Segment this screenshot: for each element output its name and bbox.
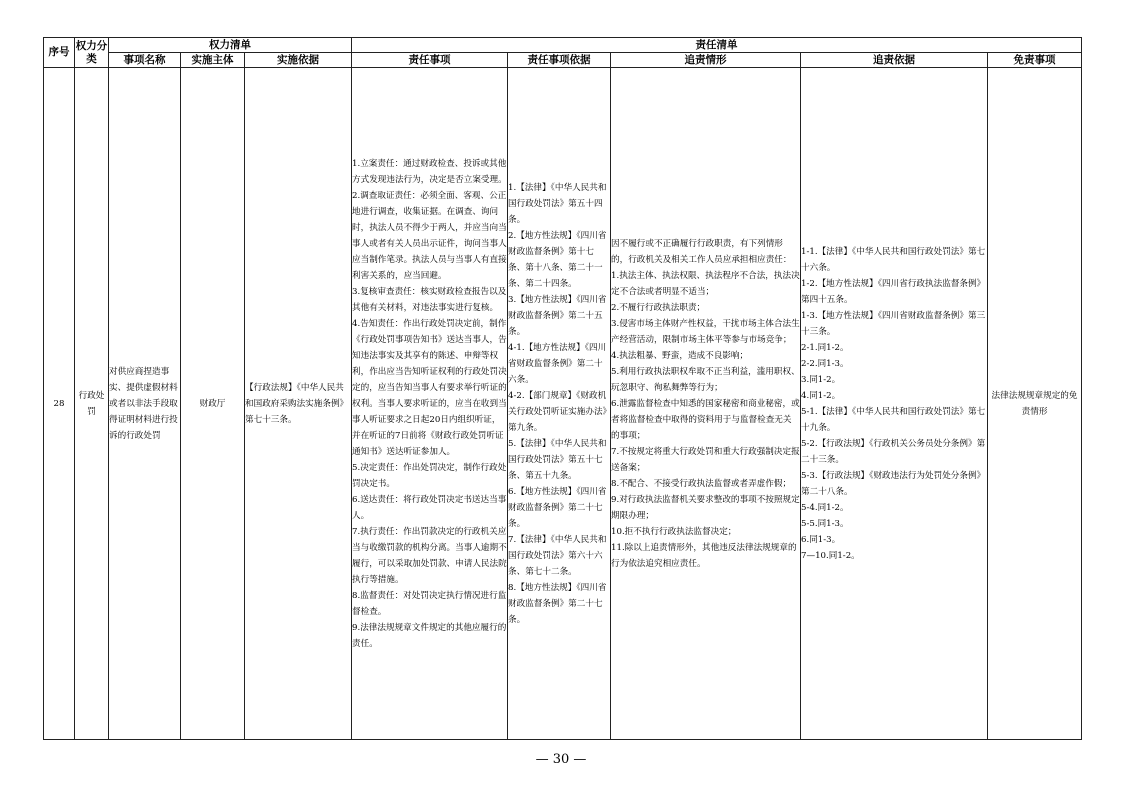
- table-row: [44, 68, 1082, 740]
- row-duties: 1.立案责任：通过财政检查、投诉或其他方式发现违法行为，决定是否立案受理。 2.调查取证责任：必须全面、客观、公正地进行调查，收集证据。在调查、询问时，执法人员不得少于两人，并应当向当事人或者有关人员出示证件，询问当事人应当制作笔录。执法人员与当事人有直接利害关系的，应当回避。 3.复核审查责任：核实财政检查报告以及其他有关材料，对违法事实进行复核。 4.告知责任：作出行政处罚决定前，制作《行政处罚事项告知书》送达当事人，告知违法事实及其享有的陈述、申辩等权利，作出应当告知听证权利的行政处罚决定的，应当告知当事人有要求举行听证的权利。当事人要求听证的，应当在收到当事人听证要求之日起20日内组织听证，并在听证的7日前将《财政行政处罚听证通知书》送达听证参加人。 5.决定责任：作出处罚决定，制作行政处罚决定书。 6.送达责任：将行政处罚决定书送达当事人。 7.执行责任：作出罚款决定的行政机关应当与收缴罚款的机构分离。当事人逾期不履行，可以采取加处罚款、申请人民法院执行等措施。 8.监督责任：对处罚决定执行情况进行监督检查。 9.法律法规规章文件规定的其他应履行的责任。: [352, 68, 508, 740]
- header-category: 权力分类: [75, 38, 109, 68]
- row-subject: 财政厅: [181, 68, 245, 740]
- row-accountability-basis: 1-1.【法律】《中华人民共和国行政处罚法》第七十六条。 1-2.【地方性法规】《四川省行政执法监督条例》第四十五条。 1-3.【地方性法规】《四川省财政监督条例》第三十三条。 2-1.同1-2。 2-2.同1-3。 3.同1-2。 4.同1-2。 5-1.【法律】《中华人民共和国行政处罚法》第七十九条。 5-2.【行政法规】《行政机关公务员处分条例》第二十三条。 5-3.【行政法规】《财政违法行为处罚处分条例》第二十八条。 5-4.同1-2。 5-5.同1-3。 6.同1-3。 7—10.同1-2。: [801, 68, 988, 740]
- row-duty-basis: 1.【法律】《中华人民共和国行政处罚法》第五十四条。 2.【地方性法规】《四川省财政监督条例》第十七条、第十八条、第二十一条、第二十四条。 3.【地方性法规】《四川省财政监督条例》第二十五条。 4-1.【地方性法规】《四川省财政监督条例》第二十六条。 4-2.【部门规章】《财政机关行政处罚听证实施办法》第九条。 5.【法律】《中华人民共和国行政处罚法》第五十七条、第五十九条。 6.【地方性法规】《四川省财政监督条例》第二十七条。 7.【法律】《中华人民共和国行政处罚法》第六十六条、第七十二条。 8.【地方性法规】《四川省财政监督条例》第二十七条。: [508, 68, 611, 740]
- row-item-name: 对供应商捏造事实、提供虚假材料或者以非法手段取得证明材料进行投诉的行政处罚: [109, 68, 181, 740]
- header-basis: 实施依据: [245, 53, 352, 68]
- header-duties: 责任事项: [352, 53, 508, 68]
- row-exemption: 法律法规规章规定的免责情形: [988, 68, 1082, 740]
- header-seq: 序号: [44, 38, 75, 68]
- row-basis: 【行政法规】《中华人民共和国政府采购法实施条例》第七十三条。: [245, 68, 352, 740]
- row-accountability: 因不履行或不正确履行行政职责，有下列情形的，行政机关及相关工作人员应承担相应责任： 1.执法主体、执法权限、执法程序不合法，执法决定不合法或者明显不适当； 2.不履行行政执法职责； 3.侵害市场主体财产性权益，干扰市场主体合法生产经营活动，限制市场主体平等参与市场竞争； 4.执法粗暴、野蛮，造成不良影响； 5.利用行政执法职权牟取不正当利益，滥用职权、玩忽职守、徇私舞弊等行为； 6.泄露监督检查中知悉的国家秘密和商业秘密，或者将监督检查中取得的资料用于与监督检查无关的事项； 7.不按规定将重大行政处罚和重大行政强制决定报送备案； 8.不配合、不接受行政执法监督或者弄虚作假； 9.对行政执法监督机关要求整改的事项不按照规定期限办理； 10.拒不执行行政执法监督决定； 11.除以上追责情形外，其他违反法律法规规章的行为依法追究相应责任。: [611, 68, 801, 740]
- header-item-name: 事项名称: [109, 53, 181, 68]
- row-category: 行政处罚: [75, 68, 109, 740]
- header-exemption: 免责事项: [988, 53, 1082, 68]
- page-number: — 30 —: [535, 752, 587, 767]
- header-accountability-basis: 追责依据: [801, 53, 988, 68]
- power-responsibility-table: [43, 37, 1082, 740]
- header-duty-basis: 责任事项依据: [508, 53, 611, 68]
- row-seq: 28: [44, 68, 75, 740]
- header-responsibility-list: 责任清单: [352, 38, 1082, 53]
- header-subject: 实施主体: [181, 53, 245, 68]
- header-accountability: 追责情形: [611, 53, 801, 68]
- header-power-list: 权力清单: [109, 38, 352, 53]
